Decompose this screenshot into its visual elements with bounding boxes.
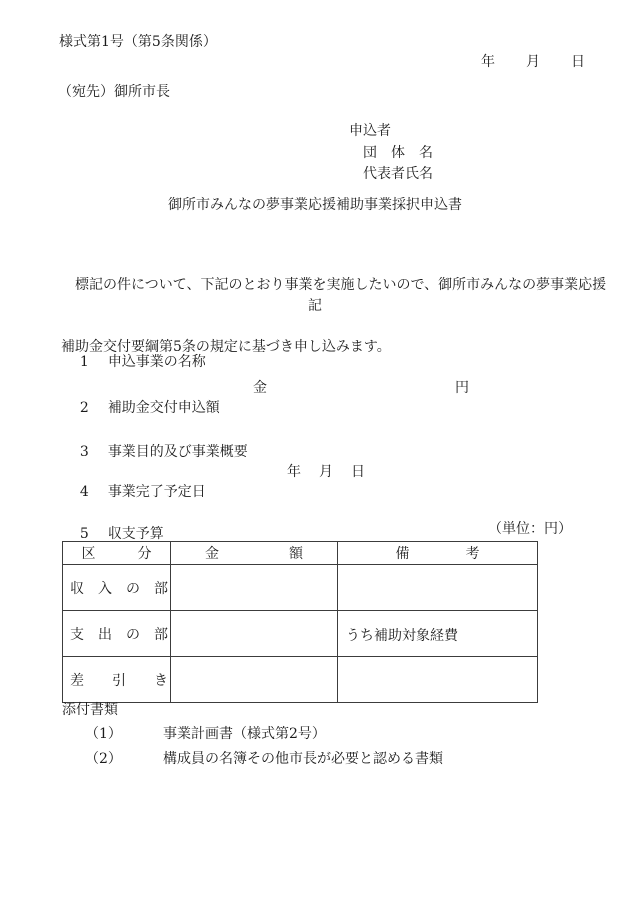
attachment-2-number: （2） bbox=[85, 751, 122, 767]
item-4-label: 事業完了予定日 bbox=[107, 484, 206, 500]
body-paragraph-line-1: 標記の件について、下記のとおり事業を実施したいので、御所市みんなの夢事業応援 bbox=[61, 277, 607, 293]
income-amount-cell bbox=[171, 565, 338, 611]
item-3-label: 事業目的及び事業概要 bbox=[107, 444, 248, 460]
unit-note: （単位：円） bbox=[488, 521, 572, 537]
amount-prefix: 金 bbox=[253, 380, 267, 396]
header-amount: 金 額 bbox=[171, 542, 338, 565]
header-note: 備 考 bbox=[338, 542, 538, 565]
body-paragraph-line-2: 補助金交付要綱第5条の規定に基づき申し込みます。 bbox=[61, 339, 391, 355]
attachments-heading: 添付書類 bbox=[62, 702, 118, 718]
budget-table-header-row bbox=[63, 542, 538, 565]
budget-table bbox=[62, 541, 538, 703]
addressee-line: （宛先）御所市長 bbox=[58, 84, 170, 100]
balance-amount-cell bbox=[171, 657, 338, 703]
attachment-2-text: 構成員の名簿その他市長が必要と認める書類 bbox=[163, 751, 443, 767]
item-1-number: 1 bbox=[79, 354, 89, 370]
expense-amount-cell bbox=[171, 611, 338, 657]
document-title: 御所市みんなの夢事業応援補助事業採択申込書 bbox=[168, 197, 462, 213]
balance-category-cell: 差 引 き bbox=[63, 657, 171, 703]
amount-unit: 円 bbox=[455, 380, 469, 396]
item-2-number: 2 bbox=[79, 400, 89, 416]
completion-date-placeholder: 年 月 日 bbox=[287, 464, 367, 480]
attachment-1-text: 事業計画書（様式第2号） bbox=[163, 726, 326, 742]
table-row-expense bbox=[63, 611, 538, 657]
applicant-representative-label: 代表者氏名 bbox=[363, 166, 433, 182]
attachment-1-number: （1） bbox=[85, 726, 122, 742]
form-number: 様式第1号（第5条関係） bbox=[59, 34, 217, 50]
item-5-label: 収支予算 bbox=[107, 526, 164, 542]
item-4-number: 4 bbox=[79, 484, 89, 500]
income-category-cell: 収 入 の 部 bbox=[63, 565, 171, 611]
item-3-number: 3 bbox=[79, 444, 89, 460]
item-2-label: 補助金交付申込額 bbox=[107, 400, 220, 416]
item-5-number: 5 bbox=[79, 526, 89, 542]
item-1-label: 申込事業の名称 bbox=[107, 354, 206, 370]
expense-note-cell: うち補助対象経費 bbox=[338, 611, 538, 657]
expense-category-cell: 支 出 の 部 bbox=[63, 611, 171, 657]
income-note-cell bbox=[338, 565, 538, 611]
balance-note-cell bbox=[338, 657, 538, 703]
table-row-balance bbox=[63, 657, 538, 703]
record-mark: 記 bbox=[308, 298, 322, 314]
table-row-income bbox=[63, 565, 538, 611]
applicant-group-name-label: 団 体 名 bbox=[363, 145, 433, 161]
date-placeholder-line: 年 月 日 bbox=[481, 54, 586, 70]
applicant-heading: 申込者 bbox=[349, 123, 391, 139]
header-category: 区 分 bbox=[63, 542, 171, 565]
